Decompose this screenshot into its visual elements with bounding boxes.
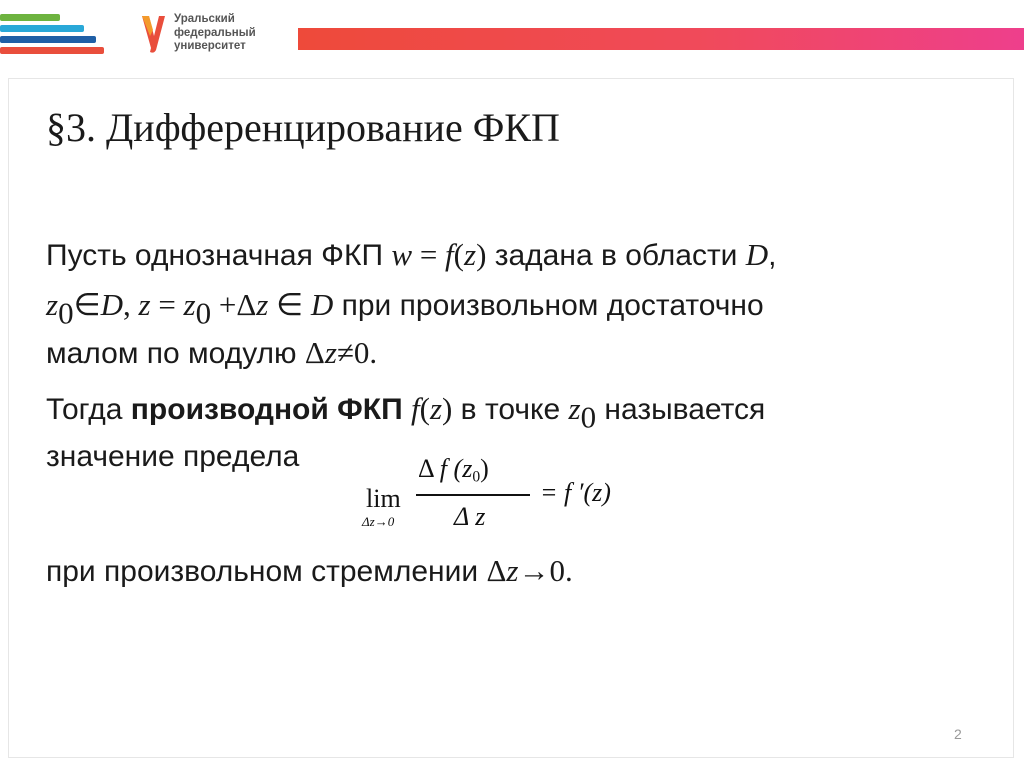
var-z0: z — [183, 287, 196, 322]
sub-0: 0 — [58, 295, 74, 331]
ural-university-logo-icon — [140, 14, 166, 54]
text: называется — [596, 393, 766, 426]
stripe-green — [0, 14, 60, 21]
logo-line-3: университет — [174, 40, 246, 52]
var-f: f — [445, 237, 454, 272]
stripe-blue — [0, 36, 96, 43]
paren-z: (z) — [419, 391, 453, 426]
paragraph-2-line-2: значение предела — [46, 440, 300, 473]
page-number: 2 — [954, 726, 962, 742]
text: задана в области — [486, 239, 746, 272]
text: при произвольном достаточно — [333, 289, 764, 322]
term-derivative: производной ФКП — [130, 393, 411, 426]
delta: Δ — [304, 335, 325, 370]
sub-0: 0 — [472, 468, 481, 486]
stripe-red — [0, 47, 104, 54]
text: Пусть однозначная ФКП — [46, 239, 392, 272]
fraction-bar — [416, 494, 530, 496]
fraction-denominator: Δ z — [454, 502, 486, 531]
stripe-cyan — [0, 25, 84, 32]
lim-subscript: Δz→0 — [362, 514, 395, 529]
var-z0: z — [46, 287, 59, 322]
comma: , — [768, 239, 777, 272]
header-stripes — [0, 14, 110, 56]
var-D: D — [745, 237, 769, 272]
arrow-zero: →0. — [518, 553, 573, 588]
logo-line-1: Уральский — [174, 13, 235, 25]
var-f: f — [410, 391, 420, 426]
element-of: ∈ — [268, 287, 311, 322]
paragraph-1-line-2 — [46, 282, 764, 329]
var-z0: z — [568, 391, 581, 426]
element-of: ∈ — [73, 287, 101, 322]
text: малом по модулю — [46, 337, 305, 370]
paren-z: (z) — [453, 237, 487, 272]
var-w: w — [391, 237, 413, 272]
paren-open-z: (z — [453, 454, 473, 483]
sub-0: 0 — [580, 399, 597, 435]
fraction-numerator — [418, 454, 489, 484]
university-logo — [140, 12, 290, 60]
var-z: z — [256, 287, 269, 322]
paragraph-2-line-1 — [46, 386, 765, 433]
logo-text — [174, 13, 256, 54]
plus-delta: +Δ — [211, 287, 257, 322]
logo-line-2: федеральный — [174, 26, 256, 39]
delta: Δ — [486, 553, 507, 588]
paragraph-1-line-3 — [46, 330, 377, 377]
lim-operator: lim — [366, 484, 401, 513]
var-z: z — [506, 553, 519, 588]
equals: = — [150, 287, 184, 322]
var-D: D — [100, 287, 123, 322]
var-z: z — [138, 287, 151, 322]
var-f: f — [439, 454, 454, 483]
var-z: z — [464, 237, 477, 272]
var-z: z — [324, 335, 337, 370]
text: в точке — [452, 393, 569, 426]
text: Тогда — [46, 393, 131, 426]
delta: Δ — [418, 454, 440, 483]
slide-title: §3. Дифференцирование ФКП — [46, 105, 560, 150]
equals: = — [412, 237, 446, 272]
var-z: z — [429, 391, 443, 426]
comma: , — [122, 287, 139, 322]
text: при произвольном стремлении — [46, 555, 487, 588]
sub-0: 0 — [195, 295, 212, 331]
header-bar — [298, 28, 1024, 50]
var-D: D — [310, 287, 334, 322]
paragraph-3 — [46, 548, 573, 595]
paragraph-1-line-1 — [46, 232, 777, 279]
paren-close: ) — [480, 454, 489, 483]
formula-rhs: = f ′(z) — [540, 478, 611, 507]
not-equal-zero: ≠0. — [336, 335, 378, 370]
derivative-limit-formula — [362, 452, 662, 542]
